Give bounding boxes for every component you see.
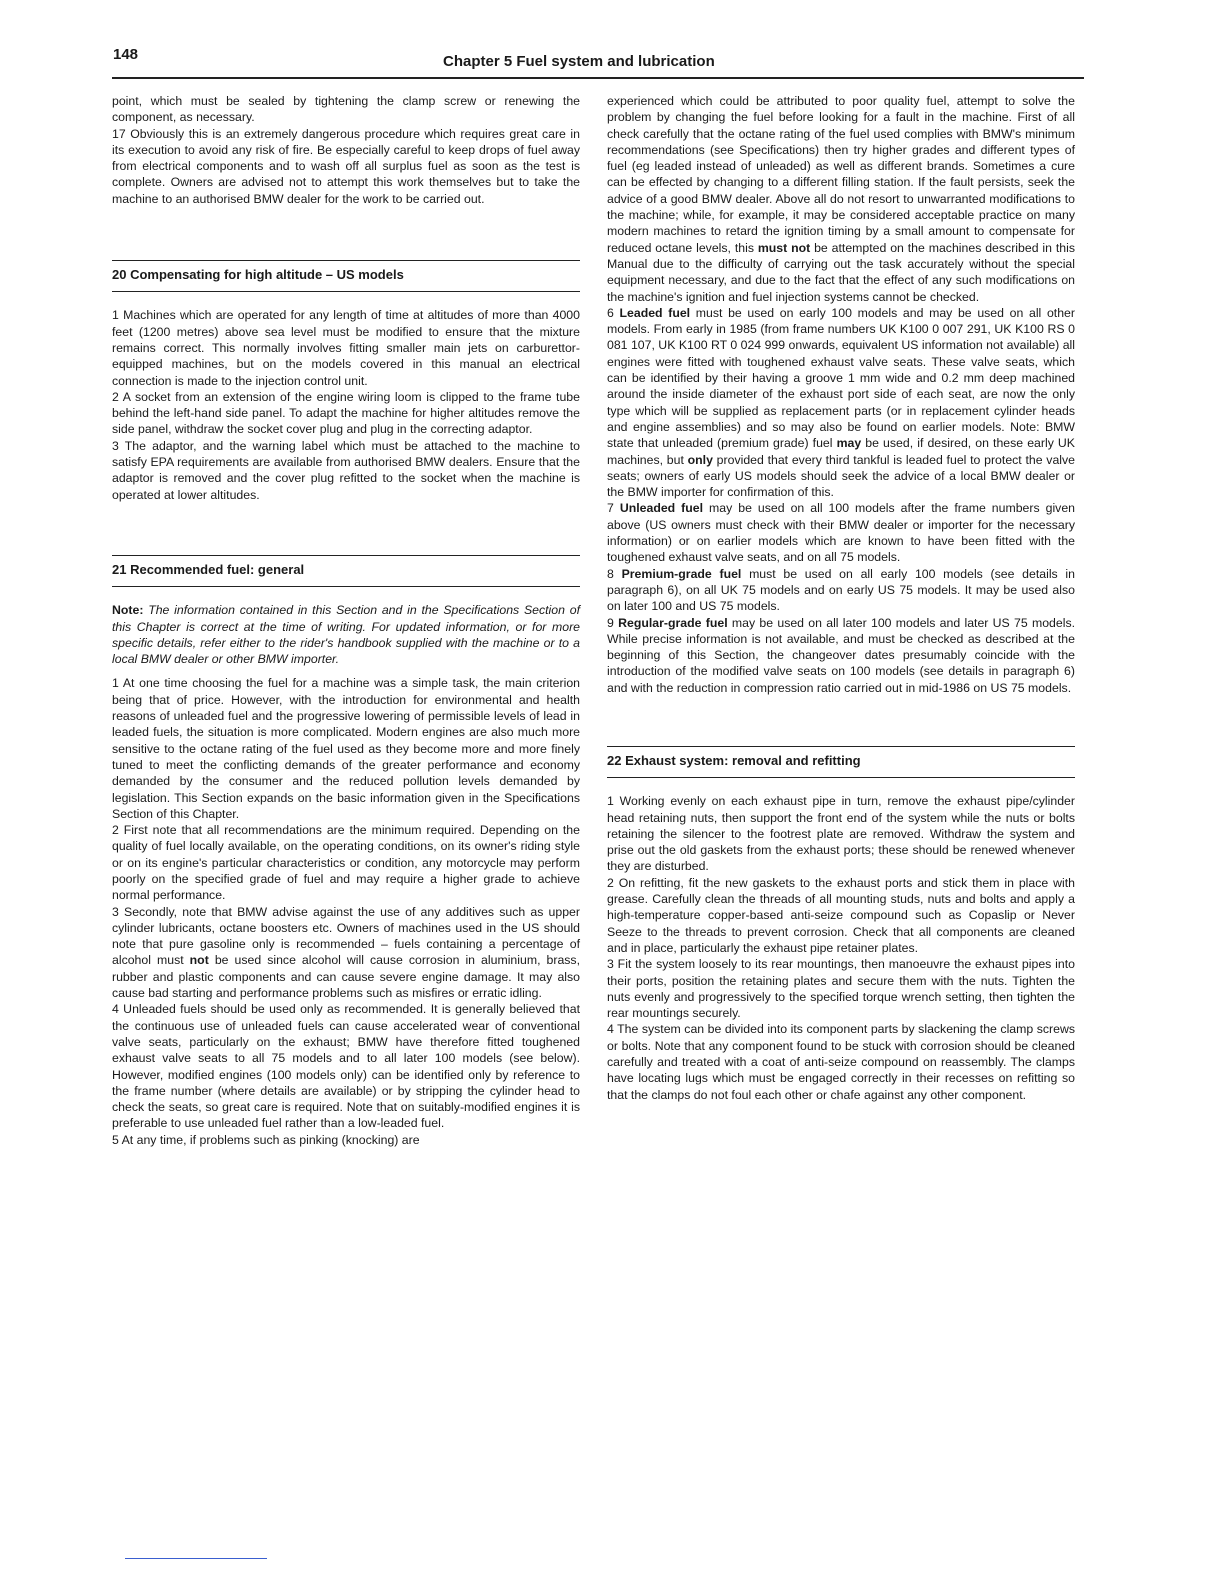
paragraph: 9 Regular-grade fuel may be used on all later 100 models and later US 75 models. While precise information is not available, and must be checked as described at the beginning of this Section, the changeover dates presumably coincide with the introduction of the modified valve seats on 100 models (see details in paragraph 6) and with the reduction in compression ratio carried out in mid-1986 on US 75 models. <box>607 615 1076 695</box>
footer-line <box>125 1558 267 1559</box>
paragraph: 4 The system can be divided into its component parts by slackening the clamp screws or bolts. Note that any component found to be stuck with corrosion should be cleaned carefully and treated with a coat of anti-seize compound on reassembly. The clamps have locating lugs which must be engaged correctly in their recesses on refitting so that the clamps do not foul each other or chafe against any other component. <box>607 1022 1075 1102</box>
paragraph: 1 Machines which are operated for any length of time at altitudes of more than 4000 feet (1200 metres) above sea level must be modified to ensure that the mixture remains correct. This normally involves fitting smaller main jets on carburettor-equipped machines, but on the models covered in this manual an electrical connection is made to the injection control unit. <box>112 308 580 388</box>
paragraph: 3 Fit the system loosely to its rear mountings, then manoeuvre the exhaust pipes into their ports, position the retaining plates and secure them with the nuts. Tighten the nuts evenly and progressively to the specified torque wrench setting, then tighten the rear mountings securely. <box>607 957 1075 1021</box>
right-column <box>607 93 1075 1103</box>
section-heading-21 <box>112 555 580 587</box>
paragraph: experienced which could be attributed to poor quality fuel, attempt to solve the problem by changing the fuel before looking for a fault in the machine. First of all check carefully that the octane rating of the fuel used complies with BMW's minimum recommendations (see Specifications) then try higher grades and different types of fuel (eg leaded instead of unleaded) as well as different brands. Sometimes a cure can be effected by changing to a different filling station. If the fault persists, seek the advice of a good BMW dealer. Above all do not resort to unwarranted modifications to the machine; while, for example, it may be considered acceptable practice on many modern machines to retard the ignition timing by a small amount to compensate for reduced octane levels, this must not be attempted on the machines described in this Manual due to the difficulty of carrying out the task accurately without the special equipment necessary, and due to the fact that the effect of any such modifications on the machine's ignition and fuel injection systems cannot be checked. <box>607 94 1075 304</box>
paragraph: 3 The adaptor, and the warning label which must be attached to the machine to satisfy EPA requirements are available from authorised BMW dealers. Ensure that the adaptor is removed and the cover plug refitted to the socket when the machine is operated at lower altitudes. <box>112 438 580 502</box>
paragraph: 8 Premium-grade fuel must be used on all early 100 models (see details in paragraph 6), on all UK 75 models and on early US 75 models. It may be used also on later 100 and US 75 models. <box>607 566 1075 614</box>
note-text: The information contained in this Section and in the Specifications Section of this Chapter is correct at the time of writing. For updated information, or for more specific details, refer either to the rider's handbook supplied with the machine or to a local BMW dealer or other BMW importer. <box>112 603 580 667</box>
section-title: 21 Recommended fuel: general <box>112 561 305 577</box>
section-title: 20 Compensating for high altitude – US models <box>112 267 404 283</box>
paragraph: 17 Obviously this is an extremely dangerous procedure which requires great care in its execution to avoid any risk of fire. Be especially careful to keep drops of fuel away from electrical components and to wash off all surplus fuel as soon as the test is complete. Owners are advised not to attempt this work themselves but to take the machine to an authorised BMW dealer for the work to be carried out. <box>112 126 580 206</box>
left-column <box>112 93 580 1148</box>
note-label: Note: <box>112 603 144 618</box>
paragraph: 1 Working evenly on each exhaust pipe in turn, remove the exhaust pipe/cylinder head retaining nuts, then support the front end of the system while the nuts or bolts retaining the silencer to the footrest plate are removed. Withdraw the system and prise out the old gaskets from the exhaust ports; these should be renewed whenever they are disturbed. <box>607 794 1075 874</box>
paragraph: 4 Unleaded fuels should be used only as recommended. It is generally believed that the continuous use of unleaded fuels can cause accelerated wear of conventional valve seats, particularly on the exhaust; BMW have therefore fitted toughened exhaust valve seats to all 75 models and to all later 100 models (see below). However, modified engines (100 models only) can be identified only by reference to the frame number (where details are available) or by stripping the cylinder head to check the seats, so great care is required. Note that on suitably-modified engines it is preferable to use unleaded fuel rather than a low-leaded fuel. <box>112 1002 580 1131</box>
paragraph: 5 At any time, if problems such as pinking (knocking) are <box>112 1132 420 1147</box>
paragraph: point, which must be sealed by tightening the clamp screw or renewing the component, as necessary. <box>112 94 580 125</box>
page-number: 148 <box>113 46 139 63</box>
paragraph: 6 Leaded fuel must be used on early 100 models and may be used on all other models. From early in 1985 (from frame numbers UK K100 0 007 291, UK K100 RS 0 081 107, UK K100 RT 0 024 999 onwards, equivalent US information not available) all engines were fitted with toughened exhaust valve seats. These valve seats, which can be identified by their having a groove 1 mm wide and 0.2 mm deep machined around the inside diameter of the exhaust port side of each seat, are now the only type which will be supplied as replacement parts (or in replacement cylinder heads and engine assemblies) and so may also be found on earlier models. Note: BMW state that unleaded (premium grade) fuel may be used, if desired, on these early UK machines, but only provided that every third tankful is leaded fuel to protect the valve seats; owners of early US models should seek the advice of a local BMW dealer or the BMW importer for confirmation of this. <box>607 305 1076 500</box>
paragraph: 2 A socket from an extension of the engine wiring loom is clipped to the frame tube behind the left-hand side panel. To adapt the machine for higher altitudes remove the side panel, withdraw the socket cover plug and plug in the correcting adaptor. <box>112 389 580 437</box>
paragraph: 3 Secondly, note that BMW advise against the use of any additives such as upper cylinder lubricants, octane boosters etc. Owners of machines used in the US should note that pure gasoline only is recommended – fuels containing a percentage of alcohol must not be used since alcohol will cause corrosion in aluminium, brass, rubber and plastic components and can cause severe engine damage. It may also cause bad starting and performance problems such as misfires or erratic idling. <box>112 904 580 1001</box>
paragraph: 2 On refitting, fit the new gaskets to the exhaust ports and stick them in place with grease. Carefully clean the threads of all mounting studs, nuts and bolts and apply a high-temperature copper-based anti-seize compound such as Copaslip or Never Seeze to the threads to prevent corrosion. Check that all components are cleaned and in place, particularly the exhaust pipe retainer plates. <box>607 875 1075 955</box>
paragraph: 1 At one time choosing the fuel for a machine was a simple task, the main criterion being that of price. However, with the introduction for environmental and health reasons of unleaded fuel and the progressive lowering of permissible levels of lead in leaded fuels, the situation is more complicated. Modern engines are also much more sensitive to the octane rating of the fuel used as they become more and more finely tuned to meet the conflicting demands of the greater performance and economy demanded by the consumer and the reduced pollution levels demanded by legislation. This Section expands on the basic information given in the Specifications Section of this Chapter. <box>112 676 580 821</box>
chapter-title: Chapter 5 Fuel system and lubrication <box>443 53 715 70</box>
note-paragraph <box>112 602 580 667</box>
section-heading-22 <box>607 746 1075 778</box>
paragraph: 2 First note that all recommendations are the minimum required. Depending on the quality of fuel locally available, on the operating conditions, on its owner's riding style or on its engine's particular characteristics or condition, any motorcycle may perform poorly on the specified grade of fuel and may require a higher grade to achieve normal performance. <box>112 823 580 903</box>
paragraph: 7 Unleaded fuel may be used on all 100 models after the frame numbers given above (US owners must check with their BMW dealer or importer for the necessary information) or on earlier models which are known to have been fitted with the toughened exhaust valve seats, and on all 75 models. <box>607 501 1075 565</box>
section-heading-20 <box>112 260 580 292</box>
section-title: 22 Exhaust system: removal and refitting <box>607 752 861 768</box>
header-rule <box>112 77 1084 79</box>
